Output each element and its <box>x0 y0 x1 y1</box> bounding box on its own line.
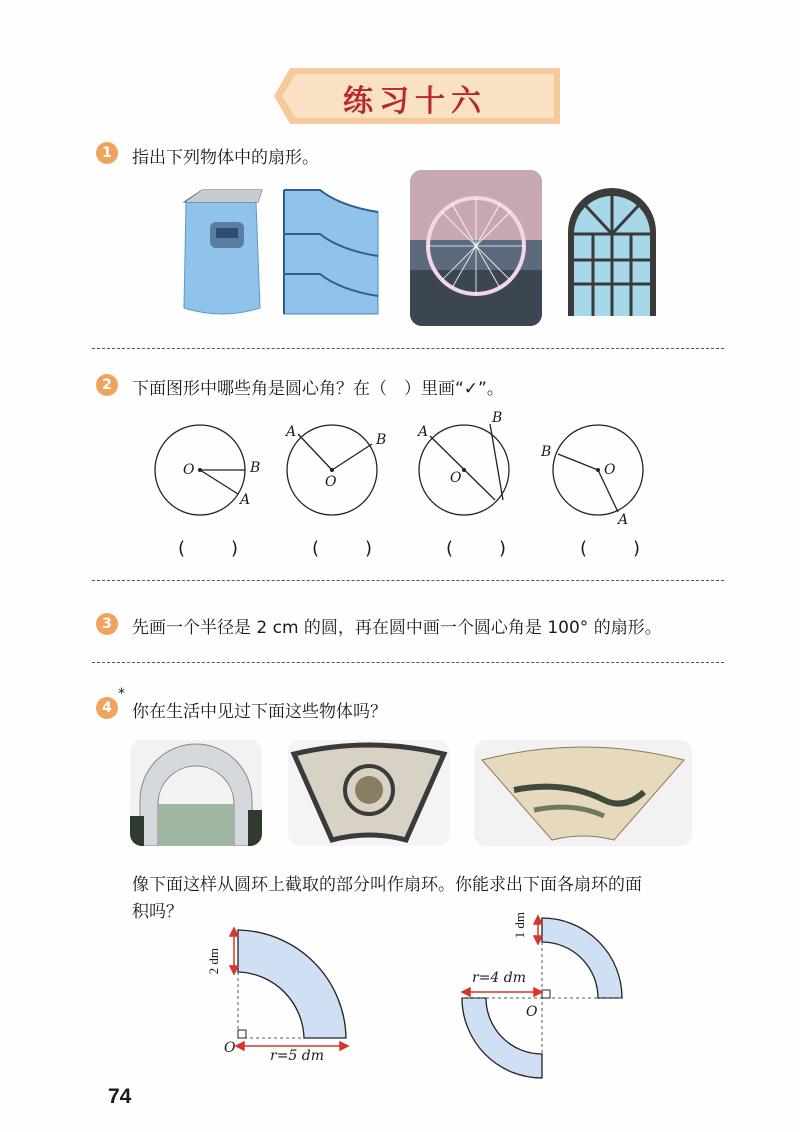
center-label: O <box>224 1040 236 1056</box>
description-text: 积吗？ <box>132 902 183 922</box>
center-label: O <box>604 462 616 478</box>
radius-label: r=5 dm <box>270 1048 325 1064</box>
width-label: 2 dm <box>206 948 221 975</box>
answer-blank[interactable]: ( ) <box>580 538 655 559</box>
description-text: 像下面这样从圆环上截取的部分叫作扇环。你能求出下面各扇环的面 <box>132 875 642 895</box>
radius-label: r=4 dm <box>472 970 527 986</box>
circle-figures <box>140 412 670 532</box>
question-number: 4 <box>96 697 118 719</box>
point-label: B <box>376 432 387 448</box>
moon-gate-image <box>130 740 262 846</box>
divider <box>92 662 724 663</box>
point-label: A <box>618 512 629 528</box>
page-title: 练习十六 <box>343 84 487 119</box>
center-label: O <box>325 474 337 490</box>
point-label: A <box>286 424 297 440</box>
question-text: 你在生活中见过下面这些物体吗？ <box>132 702 387 722</box>
answer-blank[interactable]: ( ) <box>312 538 387 559</box>
point-label: B <box>250 460 261 476</box>
question-text: 指出下列物体中的扇形。 <box>132 148 319 168</box>
question-text: 下面图形中哪些角是圆心角？在（ ）里画“✓”。 <box>132 379 504 399</box>
trash-bin-image <box>176 182 268 322</box>
fan-window-image <box>288 740 450 846</box>
question-number: 1 <box>96 142 118 164</box>
folding-fan-image <box>474 740 692 846</box>
point-label: B <box>541 444 552 460</box>
question-number: 2 <box>96 374 118 396</box>
sector-ring-figure-1 <box>196 918 366 1064</box>
center-label: O <box>450 470 462 486</box>
ferris-wheel-image <box>410 170 542 326</box>
point-label: A <box>418 424 429 440</box>
page-number: 74 <box>108 1085 132 1108</box>
question-text: 先画一个半径是 2 cm 的圆，再在圆中画一个圆心角是 100° 的扇形。 <box>132 618 662 638</box>
arched-window-image <box>562 180 662 318</box>
center-label: O <box>183 462 195 478</box>
divider <box>92 580 724 581</box>
center-label: O <box>526 1004 538 1020</box>
answer-blank[interactable]: ( ) <box>178 538 253 559</box>
point-label: B <box>492 410 503 426</box>
corner-shelf-image <box>280 182 384 320</box>
divider <box>92 348 724 349</box>
point-label: A <box>240 492 251 508</box>
answer-blank[interactable]: ( ) <box>446 538 521 559</box>
sector-ring-figure-2 <box>450 910 640 1090</box>
optional-star: * <box>118 686 125 702</box>
question-number: 3 <box>96 613 118 635</box>
width-label: 1 dm <box>512 912 527 939</box>
